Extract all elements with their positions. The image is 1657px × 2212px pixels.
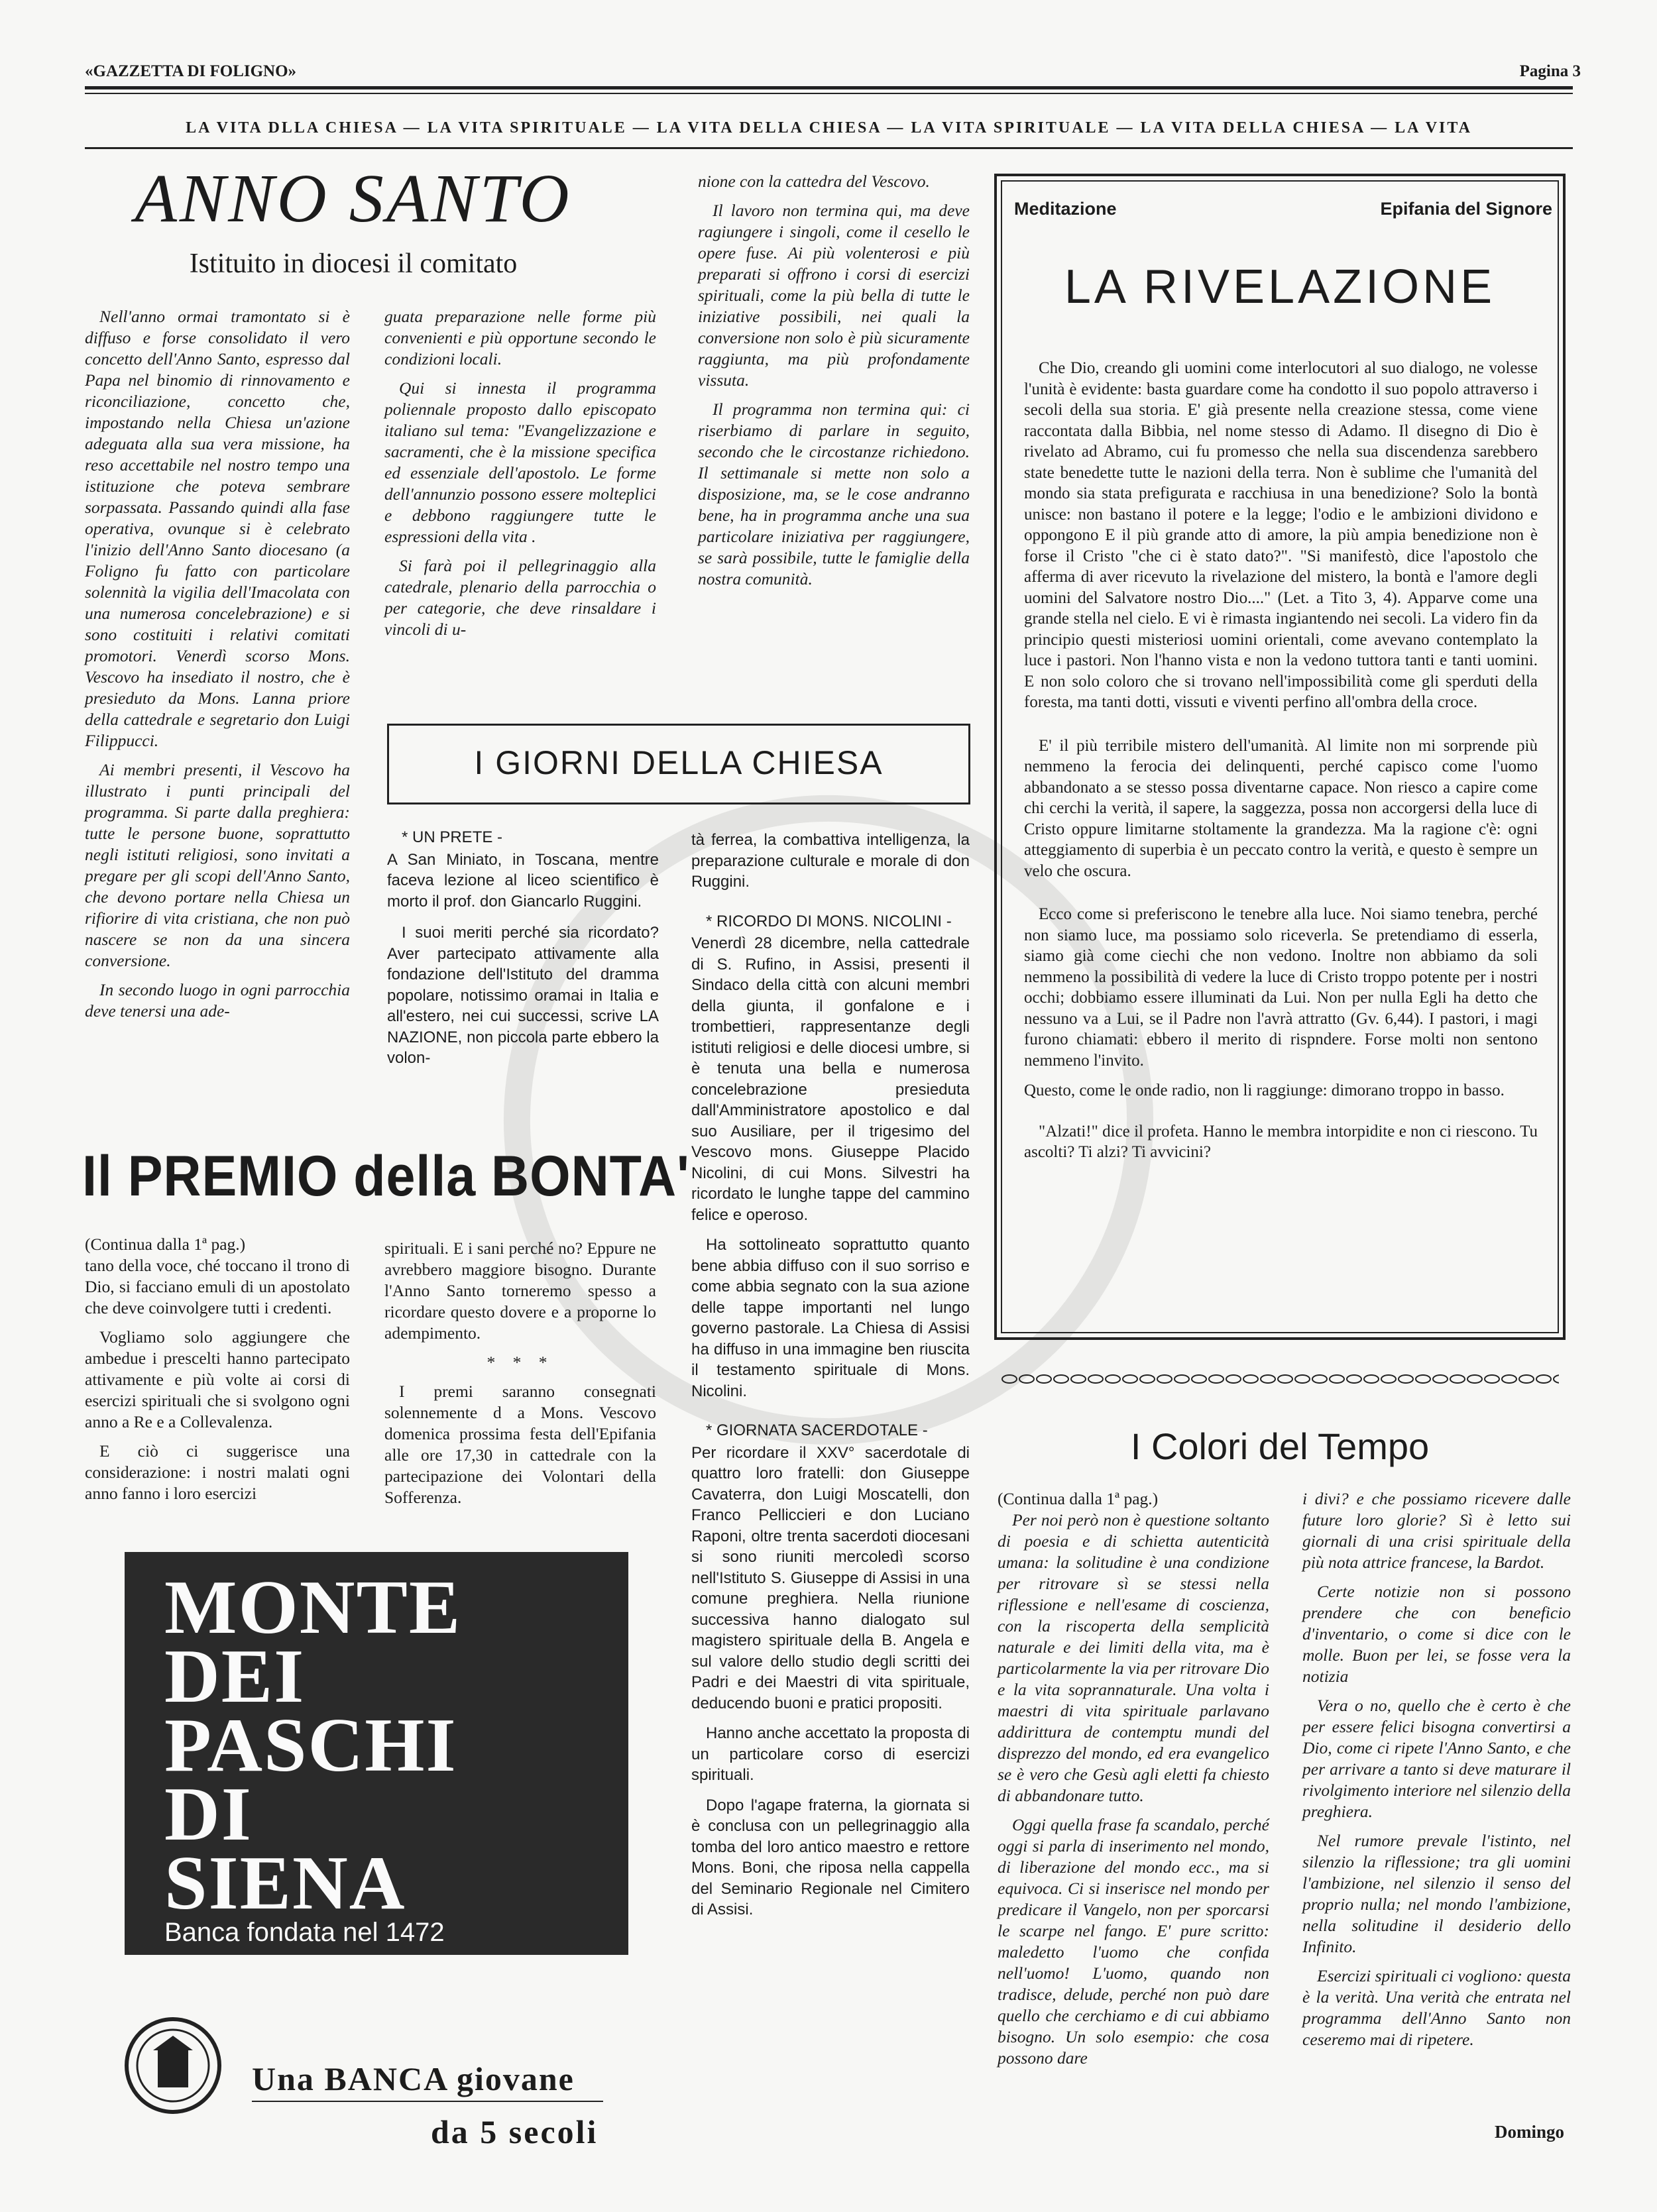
premio-title: Il PREMIO della BONTA' (82, 1144, 690, 1208)
ad-slogan-1: Una BANCA giovane (252, 2060, 575, 2097)
anno-santo-col3 (698, 171, 970, 598)
ad-line: PASCHI (164, 1703, 457, 1788)
paragraph: spirituali. E i sani perché no? Eppure ne avrebbero maggiore bisogno. Durante l'Anno Santo torneremo spesso a ricordare questo dovere e a proporne lo adempimento. (384, 1239, 656, 1343)
signature: Domingo (1494, 2122, 1564, 2142)
paragraph: (Continua dalla 1ª pag.) (998, 1489, 1159, 1508)
premio-col2 (384, 1238, 656, 1516)
paragraph: Certe notizie non si possono prendere che con beneficio d'inventario, o come si dice con le molle. Buon per lei, se fosse vera la notizia (1302, 1582, 1571, 1686)
paragraph: Nell'anno ormai tramontato si è diffuso e forse consolidato il vero concetto dell'Anno Santo, espresso dal Papa nel binomio di rinnovamento e riconciliazione, concetto che, impostando nella Chiesa un'azione adeguata alla sua vera missione, ha reso accettabile nel nostro tempo una istituzione che poteva sembrare sorpassata. Passando quindi alla fase operativa, ovunque si è celebrato l'inizio dell'Anno Santo diocesano (a Foligno fu fatto con particolare solennità la vigilia dell'Imacolata con una numerosa concelebrazione) e si sono costituiti i relativi comitati promotori. Venerdì scorso Mons. Vescovo ha insediato il nostro, che è presieduto da Mons. Lanna priore della cattedrale e segretario don Luigi Filippucci. (85, 307, 350, 750)
meditazione-title: LA RIVELAZIONE (1064, 260, 1496, 313)
ad-title (164, 1565, 462, 1926)
paragraph: Questo, come le onde radio, non li raggiunge: dimorano troppo in basso. (1024, 1081, 1505, 1099)
giorni-col2 (691, 830, 970, 1928)
paragraph: i divi? e che possiamo ricevere dalle future loro glorie? Sì è letto sui giornali di una crisi spirituale della più nota attrice francese, la Bardot. (1302, 1489, 1571, 1572)
anno-santo-col1 (85, 306, 350, 1030)
colori-col2 (1302, 1488, 1571, 2058)
meditazione-label: Meditazione (1014, 199, 1117, 219)
colori-col1 (998, 1488, 1269, 2077)
epifania-label: Epifania del Signore (1380, 199, 1552, 219)
ad-line: SIENA (164, 1841, 406, 1926)
paragraph: tà ferrea, la combattiva intelligenza, la preparazione culturale e morale di don Ruggini. (691, 831, 970, 891)
ad-line: DI (164, 1772, 253, 1857)
paragraph: Che Dio, creando gli uomini come interlocutori al suo dialogo, ne volesse l'unità è evidente: basta guardare come ha condotto il suo popolo attraverso i secoli della sua storia. E' già presente nella creazione stessa, come viene raccontata dalla Bibbia, nel nome stesso di Adamo. Il disegno di Dio è rivelato ad Abramo, cui fu promesso che nella sua discendenza sarebbero state benedette tutte le nazioni della terra. Non è sublime che l'umanità del mondo sia stata prefigurata e racchiusa in una benedizione? Solo la bontà unisce: non bastano il potere e la legge; l'odio e le ambizioni dividono e oppongono E il più grande atto di amore, la più ampia benedizione non è forse il Cristo "che ci è stato dato?". "Si manifestò, dice l'apostolo che afferma di aver ricevuto la rivelazione del mistero, la bontà e l'amore degli uomini del Salvatore nostro Dio...." (Let. a Tito 3, 4). Apparve come una grande stella nel cielo. E vi è rimasta ingiantendo nei secoli. La videro fin da principio questi misteriosi uomini orientali, come avevano contemplato la luce i pastori. Non l'hanno vista e non la vedono tuttora tanti e tanti uomini. E non solo coloro che si trovano nell'impossibilità come gli sperduti della foresta, ma tanti dotti, vissuti e viventi perfino all'ombra della croce. (1024, 359, 1538, 711)
ad-line: MONTE (164, 1565, 462, 1650)
ad-line: DEI (164, 1634, 306, 1719)
colori-title: I Colori del Tempo (1130, 1425, 1430, 1467)
paragraph: Si farà poi il pellegrinaggio alla catedrale, plenario della parrocchia o per categorie, che deve rinsaldare i vincoli di u- (384, 556, 656, 639)
paragraph: In secondo luogo in ogni parrocchia deve tenersi una ade- (85, 980, 350, 1021)
paragraph: Per ricordare il XXV° sacerdotale di quattro loro fratelli: don Giuseppe Cavaterra, don Luigi Moscatelli, don Franco Pelliccieri e don Luciano Raponi, oltre trenta sacerdoti diocesani si sono riuniti mercoledì scorso nell'Istituto S. Giuseppe di Assisi in una comune preghiera. Nella riunione successiva hanno dialogato sul magistero spirituale della B. Angela e sul valore dello studio degli scritti dei Padri e dei Maestri di vita spirituale, deducendo buoni e pratici propositi. (691, 1443, 970, 1712)
paragraph: A San Miniato, in Toscana, mentre faceva lezione al liceo scientifico è morto il prof. don Giancarlo Ruggini. (387, 850, 659, 911)
paragraph: nione con la cattedra del Vescovo. (698, 172, 930, 191)
page-number: Pagina 3 (1519, 62, 1581, 80)
ornamental-divider (1001, 1369, 1559, 1389)
paragraph: Vera o no, quello che è certo è che per essere felici bisogna convertirsi a Dio, come ci ripete l'Anno Santo, e che per arrivare a tanto si deve maturare il rivolgimento interiore nel silenzio della preghiera. (1302, 1696, 1571, 1821)
ad-slogan-2: da 5 secoli (431, 2113, 599, 2150)
paragraph: tano della voce, ché toccano il trono di Dio, si facciano emuli di un apostolato che deve coinvolgere tutti i credenti. (85, 1256, 350, 1317)
banner-rule (85, 147, 1573, 149)
paragraph: Per noi però non è questione soltanto di poesia e di schietta autenticità umana: la solitudine è una condizione per ritrovare sì se stessi nella riflessione e nell'esame di coscienza, con la riscoperta della semplicità naturale e dei limiti della vita, ma è particolarmente la via per ritrovare Dio e la vita soprannaturale. Una volta i maestri di vita spirituale parlavano addirittura de contemptu mundi del disprezzo del mondo, ed era evangelico se è vero che Gesù agli eletti fa chiesto di abbandonare tutto. (998, 1510, 1269, 1805)
header-rule (85, 86, 1573, 89)
paragraph: I suoi meriti perché sia ricordato? Aver partecipato attivamente alla fondazione dell'Istituto del dramma popolare, notissimo oramai in Italia e all'estero, nei cui successi, scrive LA NAZIONE, non piccola parte ebbero la volon- (387, 924, 659, 1067)
paragraph: I premi saranno consegnati solennemente d a Mons. Vescovo domenica prossima festa dell'Epifania alle ore 17,30 in cattedrale con la partecipazione dei Volontari della Sofferenza. (384, 1382, 656, 1507)
paragraph: Qui si innesta il programma poliennale proposto dallo episcopato italiano sul tema: "Evangelizzazione e sacramenti, che è la missione specifica ed essenziale dell'apostolo. Le forme dell'annunzio possono essere molteplici e debbono raggiungere tutte le espressioni della vita . (384, 378, 656, 546)
paragraph: * GIORNATA SACERDOTALE - (706, 1421, 928, 1439)
premio-col1 (85, 1234, 350, 1512)
paragraph: (Continua dalla 1ª pag.) (85, 1235, 246, 1254)
paragraph: * RICORDO DI MONS. NICOLINI - (706, 912, 952, 930)
header-rule-thin (85, 93, 1573, 94)
anno-santo-title: ANNO SANTO (135, 160, 572, 237)
ad-subtitle: Banca fondata nel 1472 (164, 1918, 445, 1947)
paragraph: Venerdì 28 dicembre, nella cattedrale di S. Rufino, in Assisi, presenti il Sindaco della città con alcuni membri della giunta, il gonfalone e i trombettieri, rappresentanze degli istituti religiosi e delle diocesi umbre, si è tenuta una bella e numerosa concelebrazione presieduta dall'Amministratore apostolico e dal suo Ausiliare, per il trigesimo del Vescovo mons. Giuseppe Placido Nicolini, di cui Mons. Silvestri ha ricordato le lunghe tappe del cammino felice e operoso. (691, 934, 970, 1224)
paragraph: * UN PRETE - (402, 828, 503, 846)
separator: * * * (486, 1353, 554, 1372)
section-banner: LA VITA DLLA CHIESA — LA VITA SPIRITUALE — LA VITA DELLA CHIESA — LA VITA SPIRITUALE — LA VITA DELLA CHIESA — LA VITA (186, 119, 1472, 137)
paragraph: Oggi quella frase fa scandalo, perché oggi si parla di inserimento nel mondo, di liberazione del mondo ecc., ma si equivoca. Ci si inserisce nel mondo per predicare il Vangelo, non per sporcarsi le scarpe nel fango. E' pure scritto: maledetto l'uomo che confida nell'uomo! L'uomo, quando non tradisce, delude, perché non può dare quello che cerchiamo e di cui abbiamo bisogno. Un solo esempio: che cosa possono dare (998, 1815, 1269, 2068)
paragraph: Nel rumore prevale l'istinto, nel silenzio la riflessione; tra gli uomini l'ambizione, nel silenzio il senso del proprio nulla; nel mondo l'ambizione, nella solitudine il desiderio dello Infinito. (1302, 1831, 1571, 1956)
paragraph: E' il più terribile mistero dell'umanità. Al limite non mi sorprende più nemmeno la ferocia dei delinquenti, perché capisco come l'uomo abbandonato a se stesso possa diventarne capace. Non riesco a capire come chi cerchi la verità, il sapere, la saggezza, possa non accorgersi della luce di Cristo oppure limitarne stoltamente la grandezza. Ma la ragione c'è: ogni atteggiamento di superbia è un peccato contro la verità, e questo è sempre un velo che oscura. (1024, 736, 1538, 880)
paragraph: Ha sottolineato soprattutto quanto bene abbia diffuso con il suo sorriso e come abbia segnato con la sua azione delle tappe importanti nel lungo governo pastorale. La Chiesa di Assisi ha diffuso in una immagine ben riuscita il testamento spirituale di Mons. Nicolini. (691, 1236, 970, 1400)
paragraph: Hanno anche accettato la proposta di un particolare corso di esercizi spirituali. (691, 1724, 970, 1784)
giorni-col1 (387, 827, 659, 1077)
giorni-title: I GIORNI DELLA CHIESA (474, 744, 884, 781)
anno-santo-subtitle: Istituito in diocesi il comitato (189, 249, 518, 279)
paragraph: guata preparazione nelle forme più convenienti e più opportune secondo le condizioni locali. (384, 307, 656, 368)
anno-santo-col2 (384, 306, 656, 648)
paragraph: Ai membri presenti, il Vescovo ha illustrato i punti principali del programma. Si parte dalla preghiera: tutte le persone buone, soprattutto negli istituti religiosi, sono invitati a pregare per gli scopi dell'Anno Santo, che devono portare nella Chiesa un rifiorire di vita cristiana, che non può nascere se non da una sincera conversione. (85, 760, 350, 970)
bank-seal-icon (123, 2016, 223, 2115)
paragraph: Il programma non termina qui: ci riserbiamo di parlare in seguito, secondo che le circostanze richiedono. Il settimanale si mette non solo a disposizione, ma, se le cose andranno bene, ha in programma anche una sua particolare iniziativa per raggiungere, se sarà possibile, tutte le famiglie della nostra comunità. (698, 400, 970, 588)
paragraph: Vogliamo solo aggiungere che ambedue i prescelti hanno partecipato attivamente e più volte ai corsi di esercizi spirituali che si svolgono ogni anno a Re e a Collevalenza. (85, 1327, 350, 1431)
paragraph: Il lavoro non termina qui, ma deve ragiungere i singoli, come il cesello le opere fuse. Ai più volenterosi e più preparati si offrono i corsi di esercizi spirituali, come la più bella di tutte le iniziative possibili, nei quali la conversione non solo è più sicuramente raggiunta, ma più profondamente vissuta. (698, 201, 970, 390)
masthead: «GAZZETTA DI FOLIGNO» (85, 62, 297, 80)
paragraph: E ciò ci suggerisce una considerazione: i nostri malati ogni anno fanno i loro esercizi (85, 1441, 350, 1503)
meditazione-text (1024, 358, 1538, 1171)
paragraph: Ecco come si preferiscono le tenebre alla luce. Noi siamo tenebra, perché non siamo luce, ma possiamo solo riceverla. Se pretendiamo di esserla, siamo già come ciechi che non vedono. Inoltre non abbiamo da soli nemmeno la possibilità di vedere la luce di Cristo troppo potente per i nostri occhi; dobbiamo essere illuminati da Lui. Non per nulla Egli ha detto che nessuno va a Lui, se il Padre non l'avrà attratto (Gv. 6,44). I pastori, i magi furono chiamati: ebbero il merito di rispndere. Forse molti non sentono nemmeno l'invito. (1024, 905, 1538, 1070)
paragraph: "Alzati!" dice il profeta. Hanno le membra intorpidite e non ci riescono. Tu ascolti? Ti alzi? Ti avvicini? (1024, 1122, 1538, 1161)
slogan-underline (252, 2101, 603, 2102)
paragraph: Dopo l'agape fraterna, la giornata si è conclusa con un pellegrinaggio alla tomba del loro antico maestro e rettore Mons. Boni, che riposa nella cappella del Seminario Regionale nel Cimitero di Assisi. (691, 1796, 970, 1918)
paragraph: Esercizi spirituali ci vogliono: questa è la verità. Una verità che entrata nel programma dell'Anno Santo non ceseremo mai di ripetere. (1302, 1966, 1571, 2049)
